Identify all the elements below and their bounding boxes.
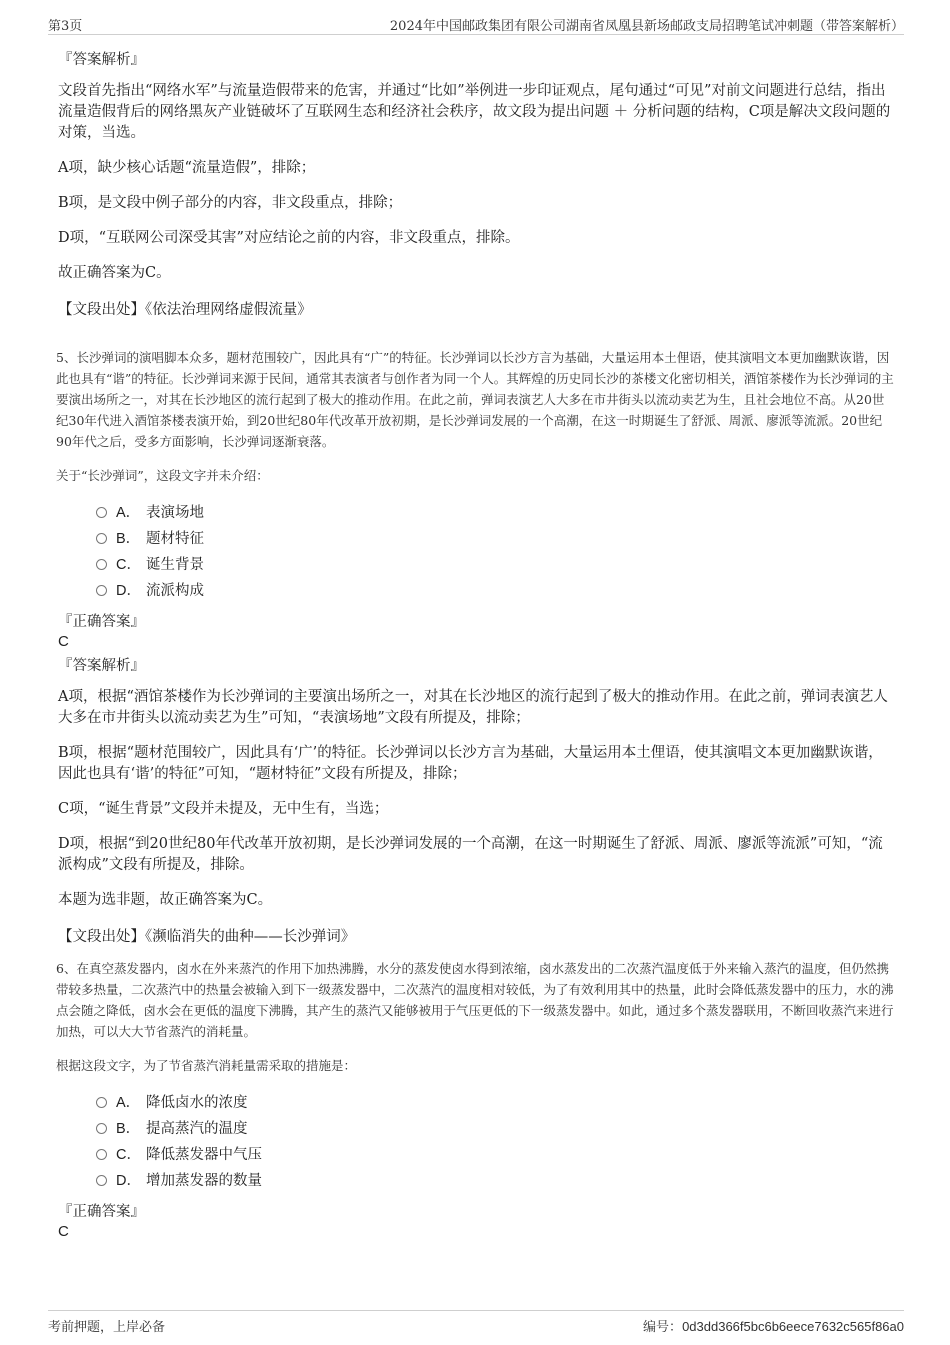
question-5-options (96, 500, 894, 604)
question-6-text: 6、在真空蒸发器内，卤水在外来蒸汽的作用下加热沸腾，水分的蒸发使卤水得到浓缩，卤水蒸发出的二次蒸汽温度低于外来输入蒸汽的温度，但仍然携带较多热量，二次蒸汽中的热量会被输入到下一级蒸发器中，二次蒸汽的温度相对较低，为了有效利用其中的热量，此时会降低蒸发器中的压力，水的沸点会随之降低，卤水会在更低的温度下沸腾，其产生的蒸汽又能够被用于气压更低的下一级蒸发器中。如此，通过多个蒸发器联用，不断回收蒸汽来进行加热，可以大大节省蒸汽的消耗量。 (56, 961, 894, 1039)
option-a[interactable]: A． 表演场地 (96, 500, 894, 526)
option-a[interactable]: A． 降低卤水的浓度 (96, 1090, 894, 1116)
correct-answer-label: 『正确答案』 (58, 614, 145, 630)
option-d[interactable]: D． 流派构成 (96, 578, 894, 604)
analysis-label: 『答案解析』 (58, 52, 145, 68)
analysis-paragraph: 文段首先指出“网络水军”与流量造假带来的危害，并通过“比如”举例进一步印证观点，尾句通过“可见”对前文问题进行总结，指出流量造假背后的网络黑灰产业链破坏了互联网生态和经济社会秩序，故文段为提出问题 ＋ 分析问题的结构，C项是解决文段问题的对策，当选。 (58, 83, 891, 141)
analysis-paragraph: 本题为选非题，故正确答案为C。 (58, 892, 273, 908)
source-citation: 【文段出处】《依法治理网络虚假流量》 (58, 302, 312, 318)
question-6-options (96, 1090, 894, 1194)
document-title: 2024年中国邮政集团有限公司湖南省凤凰县新场邮政支局招聘笔试冲刺题（带答案解析） (389, 19, 904, 34)
option-b[interactable]: B． 提高蒸汽的温度 (96, 1116, 894, 1142)
option-d[interactable]: D． 增加蒸发器的数量 (96, 1168, 894, 1194)
analysis-paragraph: A项，缺少核心话题“流量造假”，排除； (58, 160, 316, 176)
radio-icon[interactable] (96, 1149, 107, 1160)
analysis-paragraph: A项，根据“酒馆茶楼作为长沙弹词的主要演出场所之一，对其在长沙地区的流行起到了极大的推动作用。在此之前，弹词表演艺人大多在市井街头以流动卖艺为生”可知，“表演场地”文段有所提及，排除； (58, 689, 888, 726)
correct-answer: C (58, 633, 69, 650)
analysis-label: 『答案解析』 (58, 658, 145, 674)
radio-icon[interactable] (96, 1097, 107, 1108)
document-code: 编号：0d3dd366f5bc6b6eece7632c565f86a0 (643, 1319, 904, 1335)
option-c[interactable]: C． 降低蒸发器中气压 (96, 1142, 894, 1168)
analysis-paragraph: D项，根据“到20世纪80年代改革开放初期，是长沙弹词发展的一个高潮，在这一时期诞生了舒派、周派、廖派等流派”可知，“流派构成”文段有所提及，排除。 (58, 836, 883, 873)
analysis-paragraph: D项，“互联网公司深受其害”对应结论之前的内容，非文段重点，排除。 (58, 230, 520, 246)
question-5-text: 5、长沙弹词的演唱脚本众多，题材范围较广，因此具有“广”的特征。长沙弹词以长沙方言为基础，大量运用本土俚语，使其演唱文本更加幽默诙谐，因此也具有“谐”的特征。长沙弹词来源于民间，通常其表演者与创作者为同一个人。其辉煌的历史同长沙的茶楼文化密切相关，酒馆茶楼作为长沙弹词的主要演出场所之一，对其在长沙地区的流行起到了极大的推动作用。在此之前，弹词表演艺人大多在市井街头以流动卖艺为生，且社会地位不高。从20世纪30年代进入酒馆茶楼表演开始，到20世纪80年代改革开放初期，是长沙弹词发展的一个高潮，在这一时期诞生了舒派、周派、廖派等流派。20世纪90年代之后，受多方面影响，长沙弹词逐渐衰落。 (56, 350, 894, 449)
analysis-paragraph: 故正确答案为C。 (58, 265, 171, 281)
question-5-prompt: 关于“长沙弹词”，这段文字并未介绍： (56, 468, 269, 483)
radio-icon[interactable] (96, 507, 107, 518)
radio-icon[interactable] (96, 1123, 107, 1134)
page-number: 第3页 (48, 19, 83, 34)
radio-icon[interactable] (96, 1175, 107, 1186)
radio-icon[interactable] (96, 559, 107, 570)
radio-icon[interactable] (96, 533, 107, 544)
analysis-paragraph: C项，“诞生背景”文段并未提及，无中生有，当选； (58, 801, 389, 817)
radio-icon[interactable] (96, 585, 107, 596)
correct-answer: C (58, 1223, 69, 1240)
footer-slogan: 考前押题，上岸必备 (48, 1320, 166, 1335)
page-content (56, 40, 894, 1240)
page-footer (48, 1310, 904, 1335)
analysis-paragraph: B项，根据“题材范围较广，因此具有‘广’的特征。长沙弹词以长沙方言为基础，大量运用本土俚语，使其演唱文本更加幽默诙谐，因此也具有‘谐’的特征”可知，“题材特征”文段有所提及，排除； (58, 745, 883, 782)
option-b[interactable]: B． 题材特征 (96, 526, 894, 552)
page-header (48, 14, 904, 35)
source-citation: 【文段出处】《濒临消失的曲种——长沙弹词》 (58, 929, 356, 945)
correct-answer-label: 『正确答案』 (58, 1204, 145, 1220)
analysis-paragraph: B项，是文段中例子部分的内容，非文段重点，排除； (58, 195, 403, 211)
option-c[interactable]: C． 诞生背景 (96, 552, 894, 578)
question-6-prompt: 根据这段文字，为了节省蒸汽消耗量需采取的措施是： (56, 1058, 357, 1073)
